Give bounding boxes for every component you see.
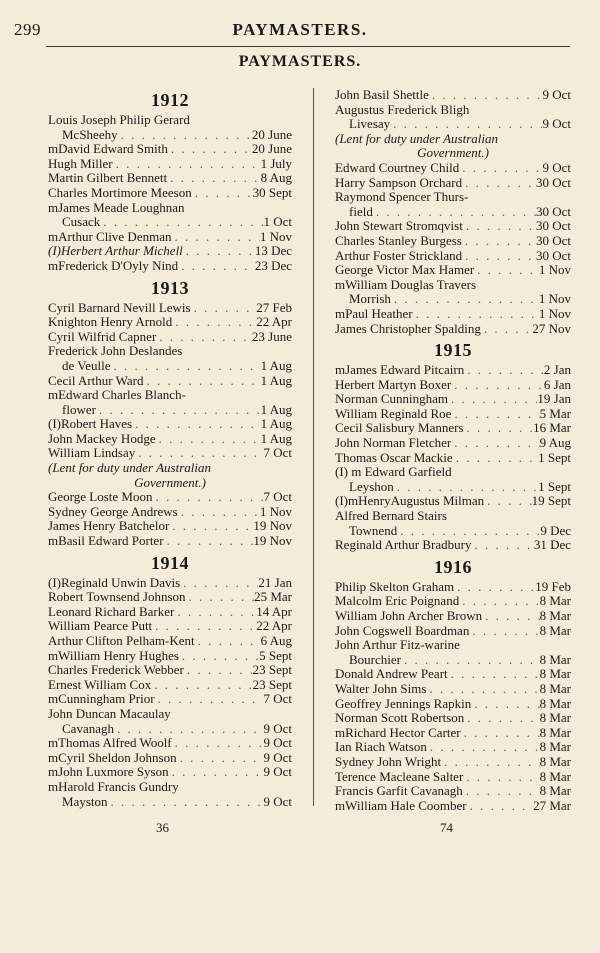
- year-heading-1914: 1914: [151, 552, 189, 573]
- year-heading-1916: 1916: [434, 556, 472, 577]
- list-item: Cyril Barnard Nevill Lewis . . . 27 Feb: [48, 301, 292, 316]
- list-item: de Veulle . . . 1 Aug: [48, 359, 292, 374]
- name-line: mEdward Charles Blanch-: [48, 387, 186, 403]
- list-item: William John Archer Brown . . . 8 Mar: [335, 609, 571, 624]
- right-footer-number: 74: [440, 820, 453, 835]
- list-item: mArthur Clive Denman . . . 1 Nov: [48, 230, 292, 245]
- list-item: mWilliam Henry Hughes . . . 5 Sept: [48, 649, 292, 664]
- right-column: [335, 88, 571, 813]
- list-item: (I)Herbert Arthur Michell . . . 13 Dec: [48, 244, 292, 259]
- list-item: William Reginald Roe . . . 5 Mar: [335, 407, 571, 422]
- list-item: (I)Robert Haves . . . 1 Aug: [48, 417, 292, 432]
- list-item: mDavid Edward Smith . . . 20 June: [48, 142, 292, 157]
- name-line: mWilliam Douglas Travers: [335, 276, 477, 292]
- list-item: James Henry Batchelor . . . 19 Nov: [48, 519, 292, 534]
- list-item: Leyshon . . . 1 Sept: [335, 480, 571, 495]
- list-item: mWilliam Hale Coomber . . . 27 Mar: [335, 799, 571, 814]
- list-item: Norman Scott Robertson . . . 8 Mar: [335, 711, 571, 726]
- name-line: John Arthur Fitz-warine: [335, 637, 460, 653]
- name-line: Augustus Frederick Bligh: [335, 101, 470, 117]
- list-item: Townend . . . 9 Dec: [335, 524, 571, 539]
- list-item: William Lindsay . . . 7 Oct: [48, 446, 292, 461]
- list-item: Cecil Arthur Ward . . . 1 Aug: [48, 374, 292, 389]
- list-item: Francis Garfit Cavanagh . . . 8 Mar: [335, 784, 571, 799]
- column-divider: [313, 88, 314, 806]
- left-footer-number: 36: [156, 820, 169, 835]
- name-line: Alfred Bernard Stairs: [335, 508, 447, 524]
- list-item: McSheehy . . . 20 June: [48, 128, 292, 143]
- list-item: Charles Frederick Webber . . . 23 Sept: [48, 663, 292, 678]
- list-item: flower . . . 1 Aug: [48, 403, 292, 418]
- list-item: William Pearce Putt . . . 22 Apr: [48, 619, 292, 634]
- list-item: John Cogswell Boardman . . . 8 Mar: [335, 624, 571, 639]
- list-item: Leonard Richard Barker . . . 14 Apr: [48, 605, 292, 620]
- list-item: John Basil Shettle . . . 9 Oct: [335, 88, 571, 103]
- list-item: field . . . 30 Oct: [335, 205, 571, 220]
- name-line: (I) m Edward Garfield: [335, 464, 452, 480]
- list-item: Charles Stanley Burgess . . . 30 Oct: [335, 234, 571, 249]
- note-line: (Lent for duty under Australian: [48, 460, 211, 476]
- list-item: Cusack . . . 1 Oct: [48, 215, 292, 230]
- year-heading-1915: 1915: [434, 340, 472, 361]
- list-item: Philip Skelton Graham . . . 19 Feb: [335, 580, 571, 595]
- list-item: Edward Courtney Child . . . 9 Oct: [335, 161, 571, 176]
- list-item: Arthur Clifton Pelham-Kent . . . 6 Aug: [48, 634, 292, 649]
- list-item: Terence Macleane Salter . . . 8 Mar: [335, 770, 571, 785]
- name-line: mJames Meade Loughnan: [48, 199, 185, 215]
- list-item: Sydney George Andrews . . . 1 Nov: [48, 505, 292, 520]
- year-heading-1912: 1912: [151, 90, 189, 110]
- list-item: (I)mHenryAugustus Milman . . . 19 Sept: [335, 494, 571, 509]
- list-item: Reginald Arthur Bradbury . . . 31 Dec: [335, 538, 571, 553]
- list-item: Thomas Oscar Mackie . . . 1 Sept: [335, 451, 571, 466]
- list-item: mFrederick D'Oyly Nind . . . 23 Dec: [48, 259, 292, 274]
- list-item: Norman Cunningham . . . 19 Jan: [335, 392, 571, 407]
- list-item: Robert Townsend Johnson . . . 25 Mar: [48, 590, 292, 605]
- page-header: [0, 20, 600, 42]
- list-item: mCyril Sheldon Johnson . . . 9 Oct: [48, 751, 292, 766]
- list-item: Geoffrey Jennings Rapkin . . . 8 Mar: [335, 697, 571, 712]
- list-item: mThomas Alfred Woolf . . . 9 Oct: [48, 736, 292, 751]
- list-item: mJames Edward Pitcairn . . . 2 Jan: [335, 363, 571, 378]
- list-item: Herbert Martyn Boxer . . . 6 Jan: [335, 378, 571, 393]
- list-item: Morrish . . . 1 Nov: [335, 292, 571, 307]
- list-item: Cecil Salisbury Manners . . . 16 Mar: [335, 421, 571, 436]
- list-item: Bourchier . . . 8 Mar: [335, 653, 571, 668]
- list-item: (I)Reginald Unwin Davis . . . 21 Jan: [48, 576, 292, 591]
- name-line: Louis Joseph Philip Gerard: [48, 112, 190, 127]
- list-item: Arthur Foster Strickland . . . 30 Oct: [335, 249, 571, 264]
- list-item: John Mackey Hodge . . . 1 Aug: [48, 432, 292, 447]
- list-item: Walter John Sims . . . 8 Mar: [335, 682, 571, 697]
- header-rule: [46, 46, 570, 47]
- list-item: Sydney John Wright . . . 8 Mar: [335, 755, 571, 770]
- list-item: George Victor Max Hamer . . . 1 Nov: [335, 263, 571, 278]
- list-item: Livesay . . . 9 Oct: [335, 117, 571, 132]
- name-line: John Duncan Macaulay: [48, 705, 171, 721]
- list-item: Ernest William Cox . . . 23 Sept: [48, 678, 292, 693]
- list-item: John Norman Fletcher . . . 9 Aug: [335, 436, 571, 451]
- list-item: George Loste Moon . . . 7 Oct: [48, 490, 292, 505]
- name-line: Raymond Spencer Thurs-: [335, 189, 469, 205]
- year-heading-1913: 1913: [151, 277, 189, 298]
- list-item: James Christopher Spalding . . . 27 Nov: [335, 322, 571, 337]
- note-line: Government.): [134, 474, 206, 490]
- list-item: Cavanagh . . . 9 Oct: [48, 722, 292, 737]
- list-item: Ian Riach Watson . . . 8 Mar: [335, 740, 571, 755]
- name-line: mHarold Francis Gundry: [48, 778, 179, 794]
- list-item: Charles Mortimore Meeson . . . 30 Sept: [48, 186, 292, 201]
- list-item: Martin Gilbert Bennett . . . 8 Aug: [48, 171, 292, 186]
- list-item: Donald Andrew Peart . . . 8 Mar: [335, 667, 571, 682]
- left-column: [48, 88, 292, 809]
- list-item: Mayston . . . 9 Oct: [48, 795, 292, 810]
- list-item: mBasil Edward Porter . . . 19 Nov: [48, 534, 292, 549]
- list-item: Harry Sampson Orchard . . . 30 Oct: [335, 176, 571, 191]
- list-item: mCunningham Prior . . . 7 Oct: [48, 692, 292, 707]
- list-item: mPaul Heather . . . 1 Nov: [335, 307, 571, 322]
- note-line: (Lent for duty under Australian: [335, 130, 498, 146]
- section-title: PAYMASTERS.: [238, 53, 362, 70]
- list-item: mJohn Luxmore Syson . . . 9 Oct: [48, 765, 292, 780]
- list-item: Knighton Henry Arnold . . . 22 Apr: [48, 315, 292, 330]
- page-number: 299: [14, 20, 41, 39]
- list-item: Cyril Wilfrid Capner . . . 23 June: [48, 330, 292, 345]
- list-item: Malcolm Eric Poignand . . . 8 Mar: [335, 594, 571, 609]
- running-title: PAYMASTERS.: [232, 20, 368, 39]
- name-line: Frederick John Deslandes: [48, 343, 183, 359]
- list-item: John Stewart Stromqvist . . . 30 Oct: [335, 219, 571, 234]
- list-item: Hugh Miller . . . 1 July: [48, 157, 292, 172]
- note-line: Government.): [417, 145, 489, 161]
- list-item: mRichard Hector Carter . . . 8 Mar: [335, 726, 571, 741]
